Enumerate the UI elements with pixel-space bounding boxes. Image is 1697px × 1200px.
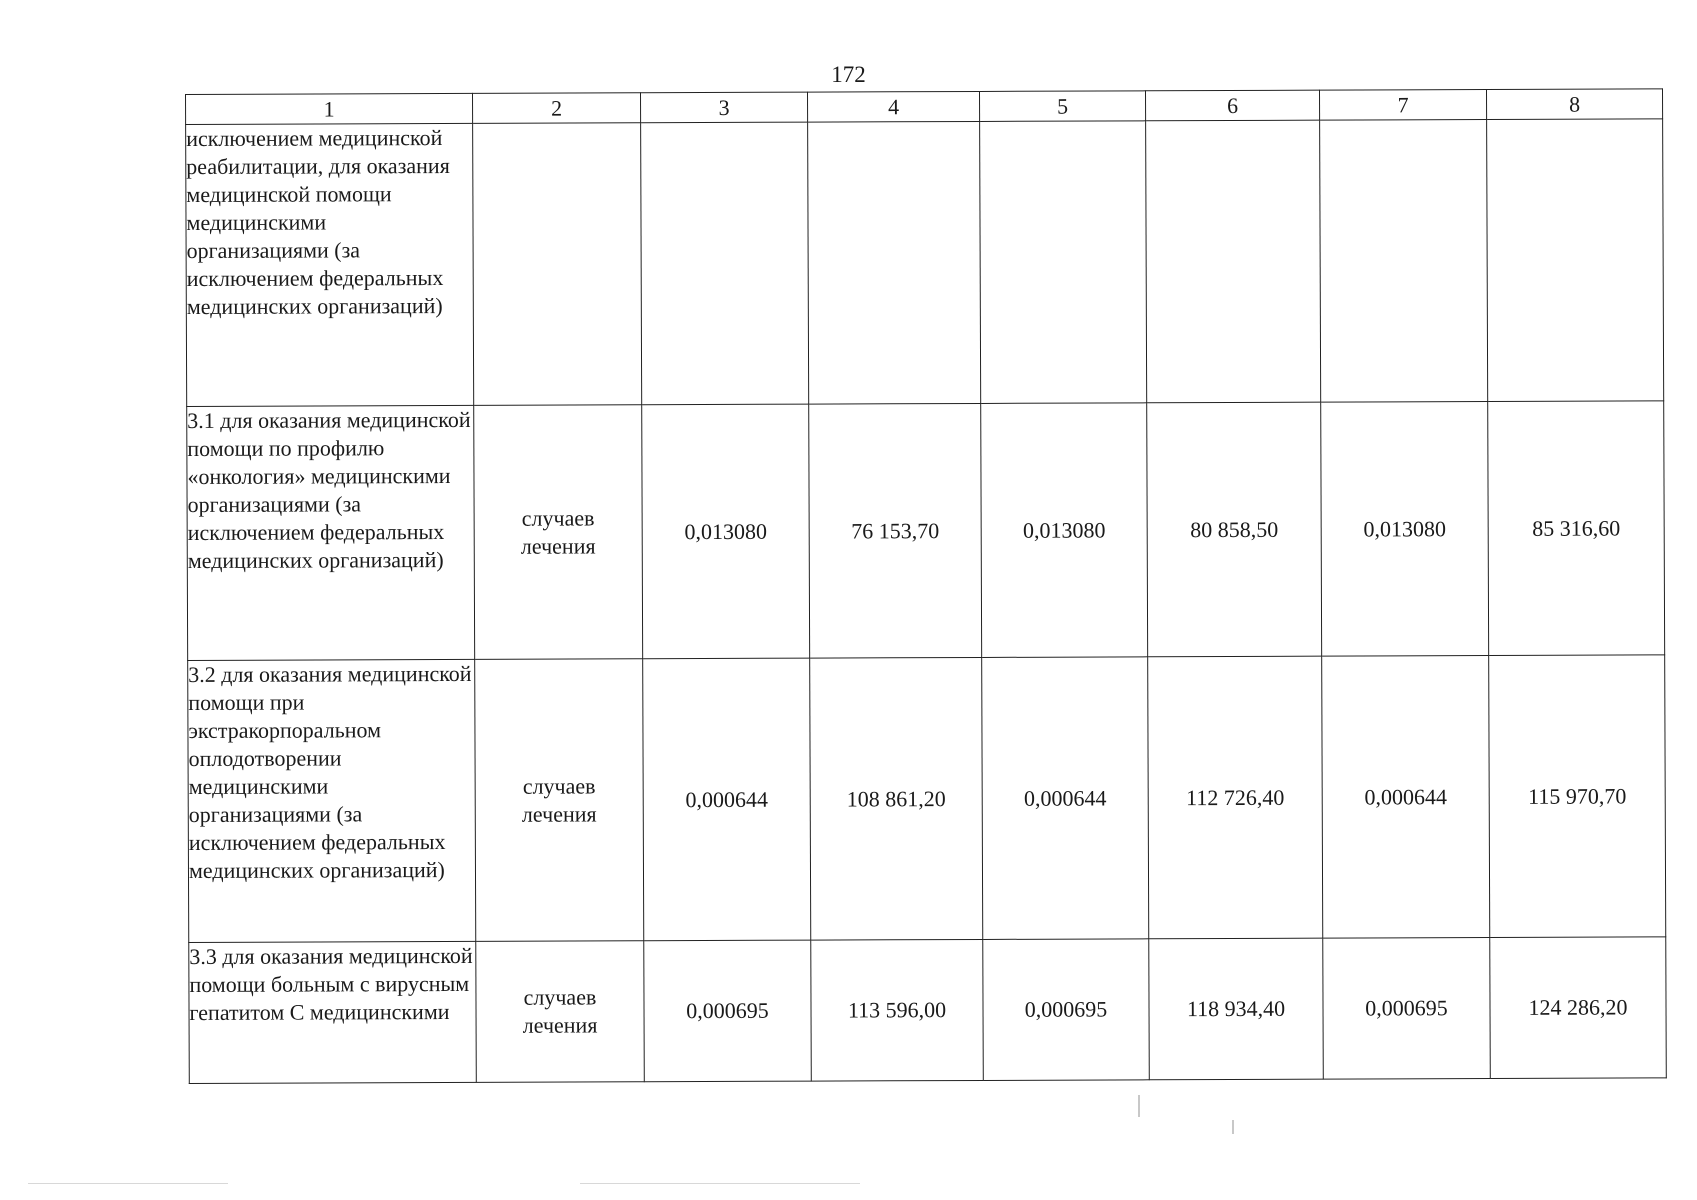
value-cell: 0,000644 xyxy=(643,658,811,941)
scan-line xyxy=(580,1183,860,1184)
value-cell: 0,000695 xyxy=(983,939,1150,1081)
row-description: исключением медицинской реабилитации, для оказания медицинской помощи медицинскими организациями (за исключением федеральных медицинских организаций) xyxy=(186,123,474,406)
row-description: 3.3 для оказания медицинской помощи больным с вирусным гепатитом С медицинскими xyxy=(189,941,477,1083)
column-header: 2 xyxy=(472,93,640,124)
unit-cell xyxy=(474,405,643,660)
value-cell: 0,000695 xyxy=(1323,937,1491,1079)
value-cell: 76 153,70 xyxy=(809,403,982,658)
value-cell: 124 286,20 xyxy=(1490,937,1667,1079)
table-row xyxy=(188,655,1666,943)
column-header: 5 xyxy=(979,91,1145,122)
unit-cell xyxy=(473,123,642,406)
scan-mark xyxy=(1232,1120,1234,1134)
unit-line: лечения xyxy=(520,532,596,559)
unit-line xyxy=(474,264,641,265)
value-cell: 0,000644 xyxy=(1322,655,1490,938)
unit-line: лечения xyxy=(522,1012,598,1038)
scan-mark xyxy=(1138,1095,1140,1117)
table-row xyxy=(189,937,1667,1084)
value-cell: 108 861,20 xyxy=(810,657,983,940)
value-cell xyxy=(980,121,1147,404)
column-header: 3 xyxy=(640,92,807,123)
column-header: 1 xyxy=(186,93,473,124)
column-header: 6 xyxy=(1145,90,1319,121)
value-cell: 0,013080 xyxy=(1321,402,1489,657)
scan-line xyxy=(28,1183,228,1184)
value-cell: 113 596,00 xyxy=(811,939,984,1081)
value-cell xyxy=(641,122,809,405)
page-number: 172 xyxy=(831,62,866,87)
column-header: 8 xyxy=(1486,89,1662,120)
unit-line: случаев xyxy=(523,984,597,1010)
value-cell xyxy=(808,121,981,404)
value-cell xyxy=(1487,119,1664,402)
unit-line: лечения xyxy=(521,800,597,827)
tariff-table xyxy=(185,88,1667,1084)
value-cell: 0,013080 xyxy=(642,404,810,659)
row-description: 3.1 для оказания медицинской помощи по профилю «онкология» медицинскими организациями (за исключением федеральных медицинских организаций) xyxy=(187,405,475,660)
unit-line: случаев xyxy=(521,504,595,531)
column-header: 4 xyxy=(807,91,979,122)
value-cell: 0,000644 xyxy=(982,657,1149,940)
value-cell: 118 934,40 xyxy=(1149,938,1324,1080)
value-cell: 0,013080 xyxy=(981,403,1148,658)
unit-cell xyxy=(475,659,644,942)
unit-cell xyxy=(476,941,645,1083)
value-cell: 115 970,70 xyxy=(1489,655,1666,938)
value-cell: 0,000695 xyxy=(644,940,812,1082)
value-cell xyxy=(1146,120,1321,403)
value-cell xyxy=(1320,120,1488,403)
value-cell: 85 316,60 xyxy=(1488,401,1665,656)
row-description: 3.2 для оказания медицинской помощи при экстракорпоральном оплодотворении медицинскими организациями (за исключением федеральных медицинских организаций) xyxy=(188,659,476,942)
value-cell: 80 858,50 xyxy=(1147,402,1322,657)
unit-line: случаев xyxy=(522,772,596,799)
value-cell: 112 726,40 xyxy=(1148,656,1323,939)
unit-line xyxy=(474,264,641,265)
table-row xyxy=(186,119,1664,407)
table-row xyxy=(187,401,1665,661)
column-header: 7 xyxy=(1319,90,1486,121)
